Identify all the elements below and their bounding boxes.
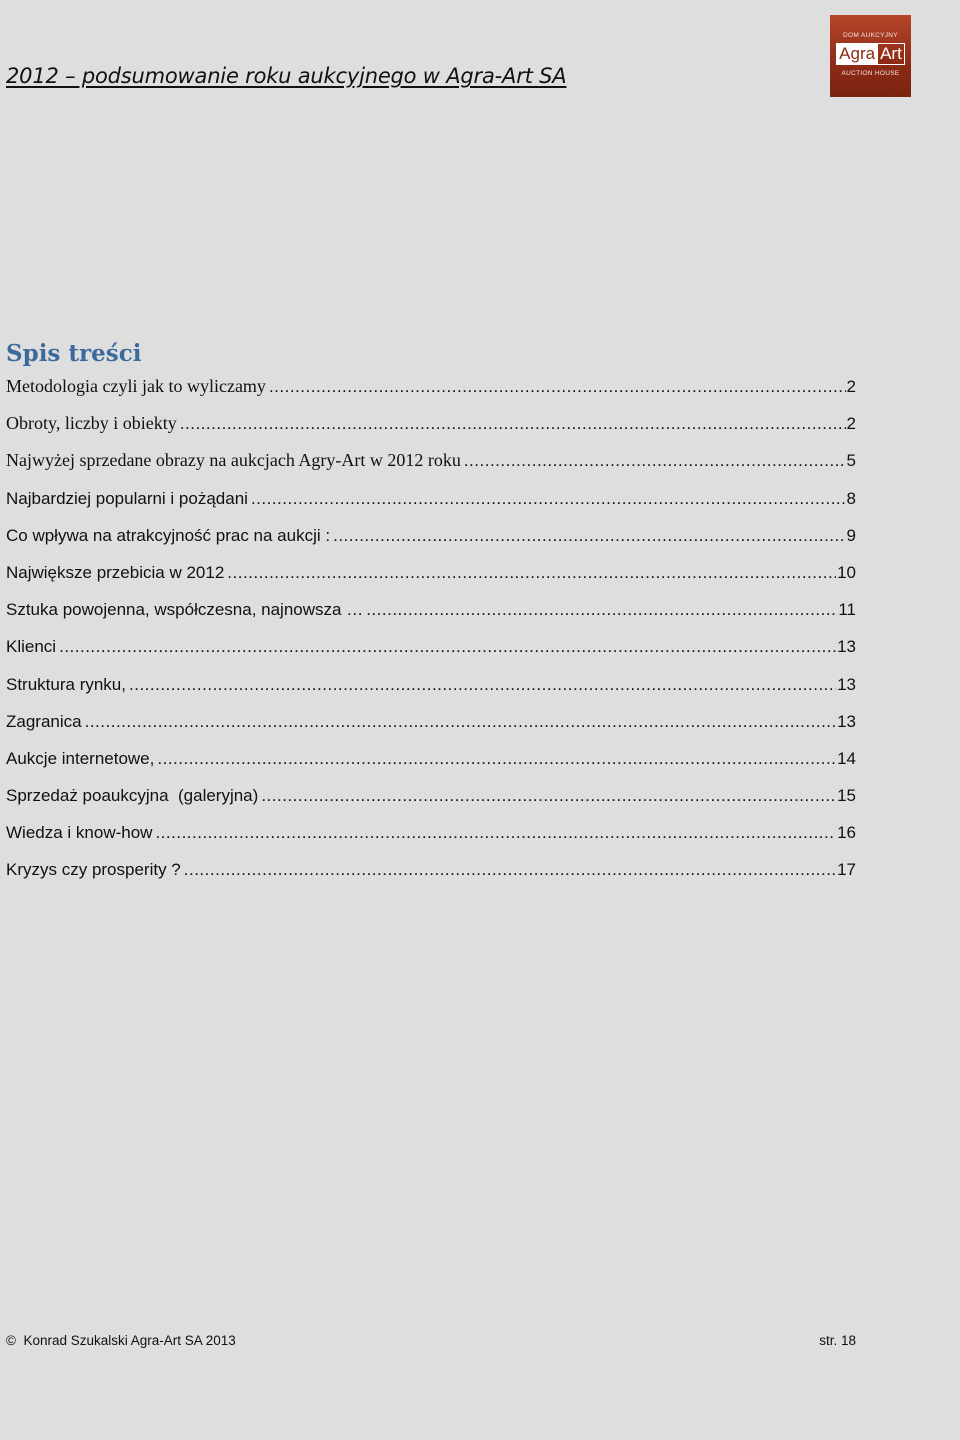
toc-entry-label: Najwyżej sprzedane obrazy na aukcjach Agry-Art w 2012 roku <box>6 450 461 471</box>
toc-entry-page: 5 <box>846 451 856 471</box>
toc-entry-page: 11 <box>838 600 856 620</box>
toc-entry-page: 13 <box>837 711 856 731</box>
toc-entry-label: Największe przebicia w 2012 <box>6 562 225 582</box>
toc-entry-page: 13 <box>837 674 856 694</box>
toc-entry-page: 13 <box>837 637 856 657</box>
logo-top-text: DOM AUKCYJNY <box>843 32 898 39</box>
logo-bottom-text: AUCTION HOUSE <box>841 70 900 77</box>
toc-dot-leader <box>129 666 836 703</box>
toc-entry-page: 9 <box>846 525 856 545</box>
toc-entry-label: Sztuka powojenna, współczesna, najnowsza … <box>6 600 364 620</box>
toc-entry-page: 17 <box>837 860 856 880</box>
toc-entry-sztuka-powojenna[interactable] <box>6 591 856 628</box>
toc-heading: Spis treści <box>6 340 142 367</box>
toc-entry-label: Kryzys czy prosperity ? <box>6 860 181 880</box>
footer-page-number: str. 18 <box>819 1333 856 1348</box>
logo-mark <box>835 43 906 65</box>
toc-dot-leader <box>180 405 846 442</box>
toc-entry-co-wplywa[interactable] <box>6 517 856 554</box>
toc-entry-label: Co wpływa na atrakcyjność prac na aukcji : <box>6 525 331 545</box>
toc-entry-page: 2 <box>846 414 856 434</box>
toc-entry-najwieksze-przebicia[interactable] <box>6 554 856 591</box>
footer-copyright: © Konrad Szukalski Agra-Art SA 2013 <box>6 1333 236 1348</box>
toc-entry-page: 15 <box>837 786 856 806</box>
toc-entry-metodologia[interactable] <box>6 368 856 405</box>
toc-entry-label: Struktura rynku, <box>6 674 126 694</box>
toc-entry-kryzys[interactable] <box>6 851 856 888</box>
toc-dot-leader <box>227 554 836 591</box>
toc-entry-obroty[interactable] <box>6 405 856 442</box>
toc-entry-klienci[interactable] <box>6 628 856 665</box>
toc-entry-label: Obroty, liczby i obiekty <box>6 413 177 434</box>
toc-entry-label: Zagranica <box>6 711 82 731</box>
toc-entry-najwyzej-sprzedane[interactable] <box>6 442 856 479</box>
toc-dot-leader <box>184 851 836 888</box>
logo-mark-left: Agra <box>836 43 878 65</box>
toc-dot-leader <box>59 628 836 665</box>
toc-entry-page: 14 <box>837 748 856 768</box>
toc-dot-leader <box>157 740 836 777</box>
toc-dot-leader <box>333 517 845 554</box>
toc-entry-label: Klienci <box>6 637 57 657</box>
table-of-contents <box>6 368 856 889</box>
toc-entry-najbardziej-popularni[interactable] <box>6 480 856 517</box>
toc-dot-leader <box>269 368 846 405</box>
toc-entry-page: 10 <box>837 562 856 582</box>
toc-dot-leader <box>464 442 846 479</box>
toc-entry-sprzedaz-poaukcyjna[interactable] <box>6 777 856 814</box>
toc-entry-label: Metodologia czyli jak to wyliczamy <box>6 376 266 396</box>
toc-entry-page: 8 <box>846 488 856 508</box>
toc-dot-leader <box>251 480 846 517</box>
toc-dot-leader <box>155 814 836 851</box>
document-header-title: 2012 – podsumowanie roku aukcyjnego w Agra-Art SA <box>6 64 567 88</box>
toc-entry-page: 2 <box>846 377 856 396</box>
toc-dot-leader <box>85 703 836 740</box>
toc-entry-wiedza[interactable] <box>6 814 856 851</box>
toc-entry-label: Wiedza i know-how <box>6 823 153 843</box>
logo-mark-right: Art <box>878 43 905 65</box>
toc-entry-page: 16 <box>837 823 856 843</box>
toc-entry-aukcje-internetowe[interactable] <box>6 740 856 777</box>
toc-entry-label: Aukcje internetowe, <box>6 748 155 768</box>
toc-entry-zagranica[interactable] <box>6 703 856 740</box>
toc-entry-label: Sprzedaż poaukcyjna (galeryjna) <box>6 786 259 806</box>
toc-dot-leader <box>366 591 837 628</box>
agra-art-logo <box>830 15 911 97</box>
toc-entry-label: Najbardziej popularni i pożądani <box>6 488 248 508</box>
toc-dot-leader <box>261 777 836 814</box>
toc-entry-struktura-rynku[interactable] <box>6 666 856 703</box>
